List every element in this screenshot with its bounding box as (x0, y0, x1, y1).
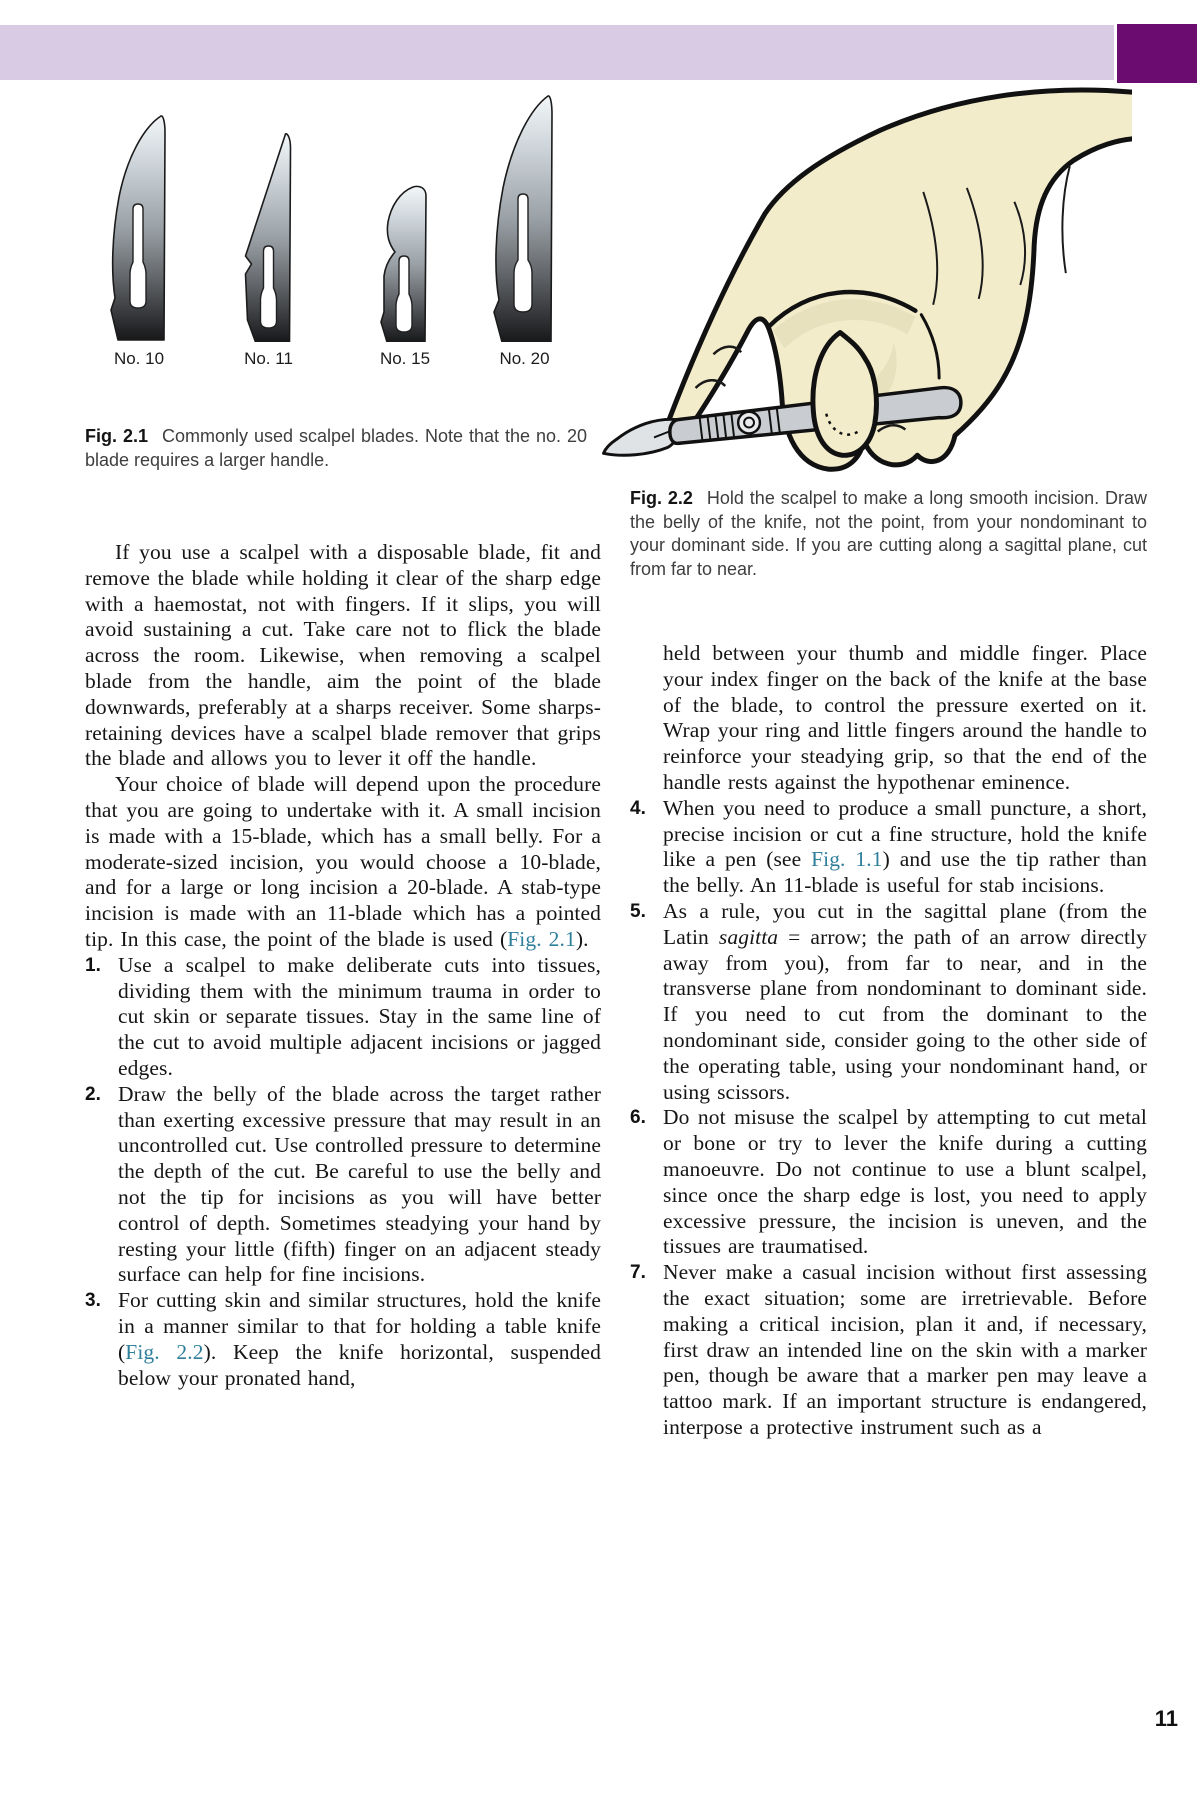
list-item-6-text: Do not misuse the scalpel by attempting to cut metal or bone or try to lever the knife during a cutting manoeuvre. Do not continue to use a blunt scalpel, since once the sharp edge is lost, you need to apply excessive pressure, the incision is uneven, and the tissues are traumatised. (663, 1105, 1147, 1259)
list-item-4 (630, 796, 1147, 899)
list-item-3-text: For cutting skin and similar structures, hold the knife in a manner similar to that for holding a table knife ( (118, 1288, 601, 1364)
latin-term: sagitta (718, 924, 779, 949)
paragraph-2-text-end: ). (575, 926, 589, 951)
list-item-4-text-end: ) and use the tip rather than the belly. An 11-blade is useful for stab incisions. (663, 847, 1147, 898)
list-item-5-text-end: = arrow; the path of an arrow directly away from you), from far to near, and in the transverse plane from nondominant to dominant side. If you need to cut from the dominant to the nondominant side, consider going to the other side of the operating table, using your nondominant hand, or using scissors. (663, 924, 1147, 1104)
paragraph-1: If you use a scalpel with a disposable blade, fit and remove the blade while holding it clear of the sharp edge with a haemostat, not with fingers. If it slips, you will avoid sustaining a cut. Take care not to flick the blade across the room. Likewise, when removing a scalpel blade from the handle, aim the point of the blade downwards, preferably at a sharps receiver. Some sharps-retaining devices have a scalpel blade remover that grips the blade and allows you to lever it off the handle. (85, 540, 601, 771)
scalpel-blade-no15-illustration (370, 182, 440, 342)
header-bar (0, 25, 1114, 80)
hand-holding-scalpel-illustration (572, 85, 1132, 481)
list-item-1-text: Use a scalpel to make deliberate cuts into tissues, dividing them with the minimum trauma in order to cut skin or separate tissues. Stay in the same line of the cut to avoid multiple adjacent incisions or jagged edges. (118, 952, 601, 1080)
left-column (85, 92, 601, 1391)
figure-2-2-caption (630, 487, 1147, 581)
list-item-2-number: 2. (85, 1083, 101, 1105)
blade-label-no11: No. 11 (244, 349, 293, 368)
right-column-text (630, 641, 1147, 1441)
figure-2-1-caption (85, 425, 587, 472)
list-item-3-text-end: ). Keep the knife horizontal, suspended below your pronated hand, (118, 1339, 601, 1390)
scalpel-blade-no20-illustration (482, 92, 567, 342)
figure-1-1-link[interactable]: Fig. 1.1 (811, 847, 883, 872)
list-item-3-number: 3. (85, 1290, 101, 1312)
list-item-7 (630, 1260, 1147, 1441)
blade-no20 (482, 92, 567, 369)
figure-2-2-caption-label: Fig. 2.2 (630, 488, 693, 508)
list-item-5 (630, 899, 1147, 1105)
list-item-3-continuation: held between your thumb and middle finger. Place your index finger on the back of the knife at the base of the blade, to control the pressure exerted on it. Wrap your ring and little fingers around the handle to reinforce your steadying grip, so that the end of the handle rests against the hypothenar eminence. (663, 641, 1147, 794)
scalpel-blade-no10-illustration (99, 112, 179, 342)
figure-2-1-caption-label: Fig. 2.1 (85, 426, 148, 446)
figure-2-2-link[interactable]: Fig. 2.2 (125, 1339, 204, 1364)
blade-label-no20: No. 20 (499, 349, 550, 368)
blade-label-no10: No. 10 (113, 349, 165, 368)
blade-no11 (231, 130, 306, 369)
list-item-5-text: As a rule, you cut in the sagittal plane (from the Latin (663, 898, 1147, 949)
figure-2-2-caption-text: Hold the scalpel to make a long smooth incision. Draw the belly of the knife, not the point, from your nondominant to your dominant side. If you are cutting along a sagittal plane, cut from far to near. (630, 488, 1148, 579)
list-item-2-text: Draw the belly of the blade across the target rather than exerting excessive pressure that may result in an uncontrolled cut. Use controlled pressure to determine the depth of the cut. Be careful to use the belly and not the tip for incisions as you will have better control of depth. Sometimes steadying your hand by resting your little (fifth) finger on an adjacent steady surface can help for fine incisions. (118, 1081, 601, 1287)
page-number: 11 (1154, 1706, 1178, 1731)
left-column-text (85, 540, 601, 1391)
list-item-4-number: 4. (630, 797, 646, 819)
list-item-6 (630, 1105, 1147, 1260)
figure-2-1-blades (85, 92, 601, 369)
paragraph-2 (85, 772, 601, 953)
header-accent-square (1117, 24, 1197, 83)
scalpel-blade-no11-illustration (231, 130, 306, 342)
list-item-5-number: 5. (630, 900, 646, 922)
list-item-4-text: When you need to produce a small puncture, a short, precise incision or cut a fine structure, hold the knife like a pen (see (663, 795, 1147, 872)
figure-2-1-caption-text: Commonly used scalpel blades. Note that the no. 20 blade requires a larger handle. (85, 426, 588, 470)
list-item-6-number: 6. (630, 1107, 646, 1129)
blade-no10 (99, 112, 179, 369)
list-item-1-number: 1. (85, 954, 101, 976)
list-item-1 (85, 953, 601, 1082)
list-item-7-text: Never make a casual incision without first assessing the exact situation; some are irretrievable. Before making a critical incision, plan it and, if necessary, first draw an intended line on the skin with a marker pen, though be aware that a marker pen may leave a tattoo mark. If an important structure is endangered, interpose a protective instrument such as a (663, 1260, 1147, 1439)
blade-no15 (370, 182, 440, 369)
list-item-3 (85, 1288, 601, 1391)
blade-label-no15: No. 15 (379, 349, 431, 368)
right-column (630, 85, 1147, 1441)
list-item-7-number: 7. (630, 1262, 646, 1284)
list-item-2 (85, 1082, 601, 1288)
figure-2-1-link[interactable]: Fig. 2.1 (507, 926, 576, 951)
paragraph-2-text: Your choice of blade will depend upon the procedure that you are going to undertake with it. A small incision is made with a 15-blade, which has a small belly. For a moderate-sized incision, you would choose a 10-blade, and for a large or long incision a 20-blade. A stab-type incision is made with an 11-blade which has a pointed tip. In this case, the point of the blade is used ( (85, 772, 601, 951)
